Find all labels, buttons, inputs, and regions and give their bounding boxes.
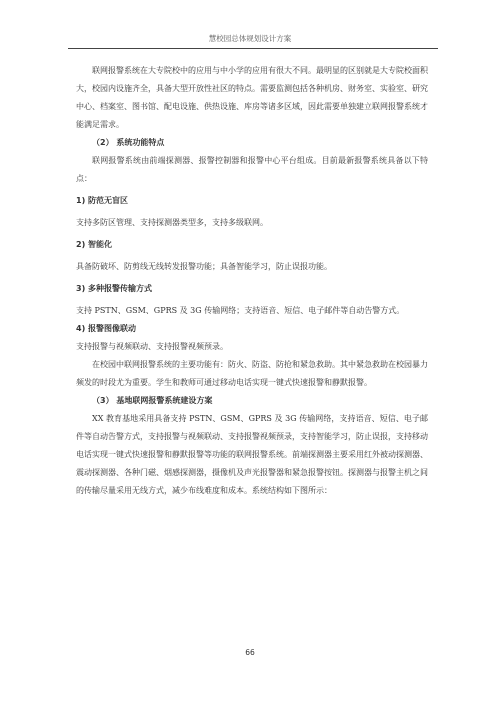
page-content (76, 62, 428, 500)
feature-text-2: 具备防破坏、防剪线无线转发报警功能；具备智能学习，防止误报功能。 (76, 262, 332, 271)
feature-text-1: 支持多防区管理、支持探测器类型多，支持多级联网。 (76, 218, 268, 227)
page-header (0, 0, 500, 50)
paragraph-construction-plan: XX 教育基地采用具备支持 PSTN、GSM、GPRS 及 3G 传输网络，支持语音、短信、电子邮件等自动告警方式，支持报警与视频联动、支持报警视频预录，支持智能学习，防止误报，支持移动电话实现一键式快速报警和静默报警等功能的联网报警系统。前端探测器主要采用红外被动探测器、震动探测器、各种门磁、烟感探测器，摄像机及声光报警器和紧急报警按钮。探测器与报警主机之间的传输尽量采用无线方式，减少布线难度和成本。系统结构如下图所示： (76, 414, 428, 495)
section-heading-function-features: （2） 系统功能特点 (92, 138, 165, 147)
section-heading-construction-plan: （3） 基地联网报警系统建设方案 (92, 396, 213, 405)
feature-heading-1: 1) 防范无盲区 (76, 196, 129, 205)
document-title: 慧校园总体规划设计方案 (208, 34, 292, 43)
paragraph-campus-functions: 在校园中联网报警系统的主要功能有：防火、防盗、防抢和紧急救助。其中紧急救助在校园暴力频发的时段尤为重要。学生和教师可通过移动电话实现一键式快速报警和静默报警。 (76, 360, 428, 387)
feature-heading-2: 2) 智能化 (76, 240, 113, 249)
feature-text-3: 支持 PSTN、GSM、GPRS 及 3G 传输网络；支持语音、短信、电子邮件等自动告警方式。 (76, 306, 405, 315)
header-divider (68, 48, 438, 49)
paragraph-features-intro: 联网报警系统由前端探测器、报警控制器和报警中心平台组成。目前最新报警系统具备以下特点： (76, 156, 428, 183)
feature-text-4: 支持报警与视频联动、支持报警视频预录。 (76, 342, 228, 351)
feature-heading-3: 3) 多种报警传输方式 (76, 284, 153, 293)
feature-heading-4: 4) 报警图像联动 (76, 324, 137, 333)
paragraph-intro: 联网报警系统在大专院校中的应用与中小学的应用有很大不同。最明显的区别就是大专院校面积大，校园内设施齐全，具备大型开放性社区的特点。需要监测包括各种机房、财务室、实验室、研究中心、档案室、图书馆、配电设施、供热设施、库房等诸多区域，因此需要单独建立联网报警系统才能满足需求。 (76, 66, 428, 129)
page-number: 66 (245, 648, 255, 657)
